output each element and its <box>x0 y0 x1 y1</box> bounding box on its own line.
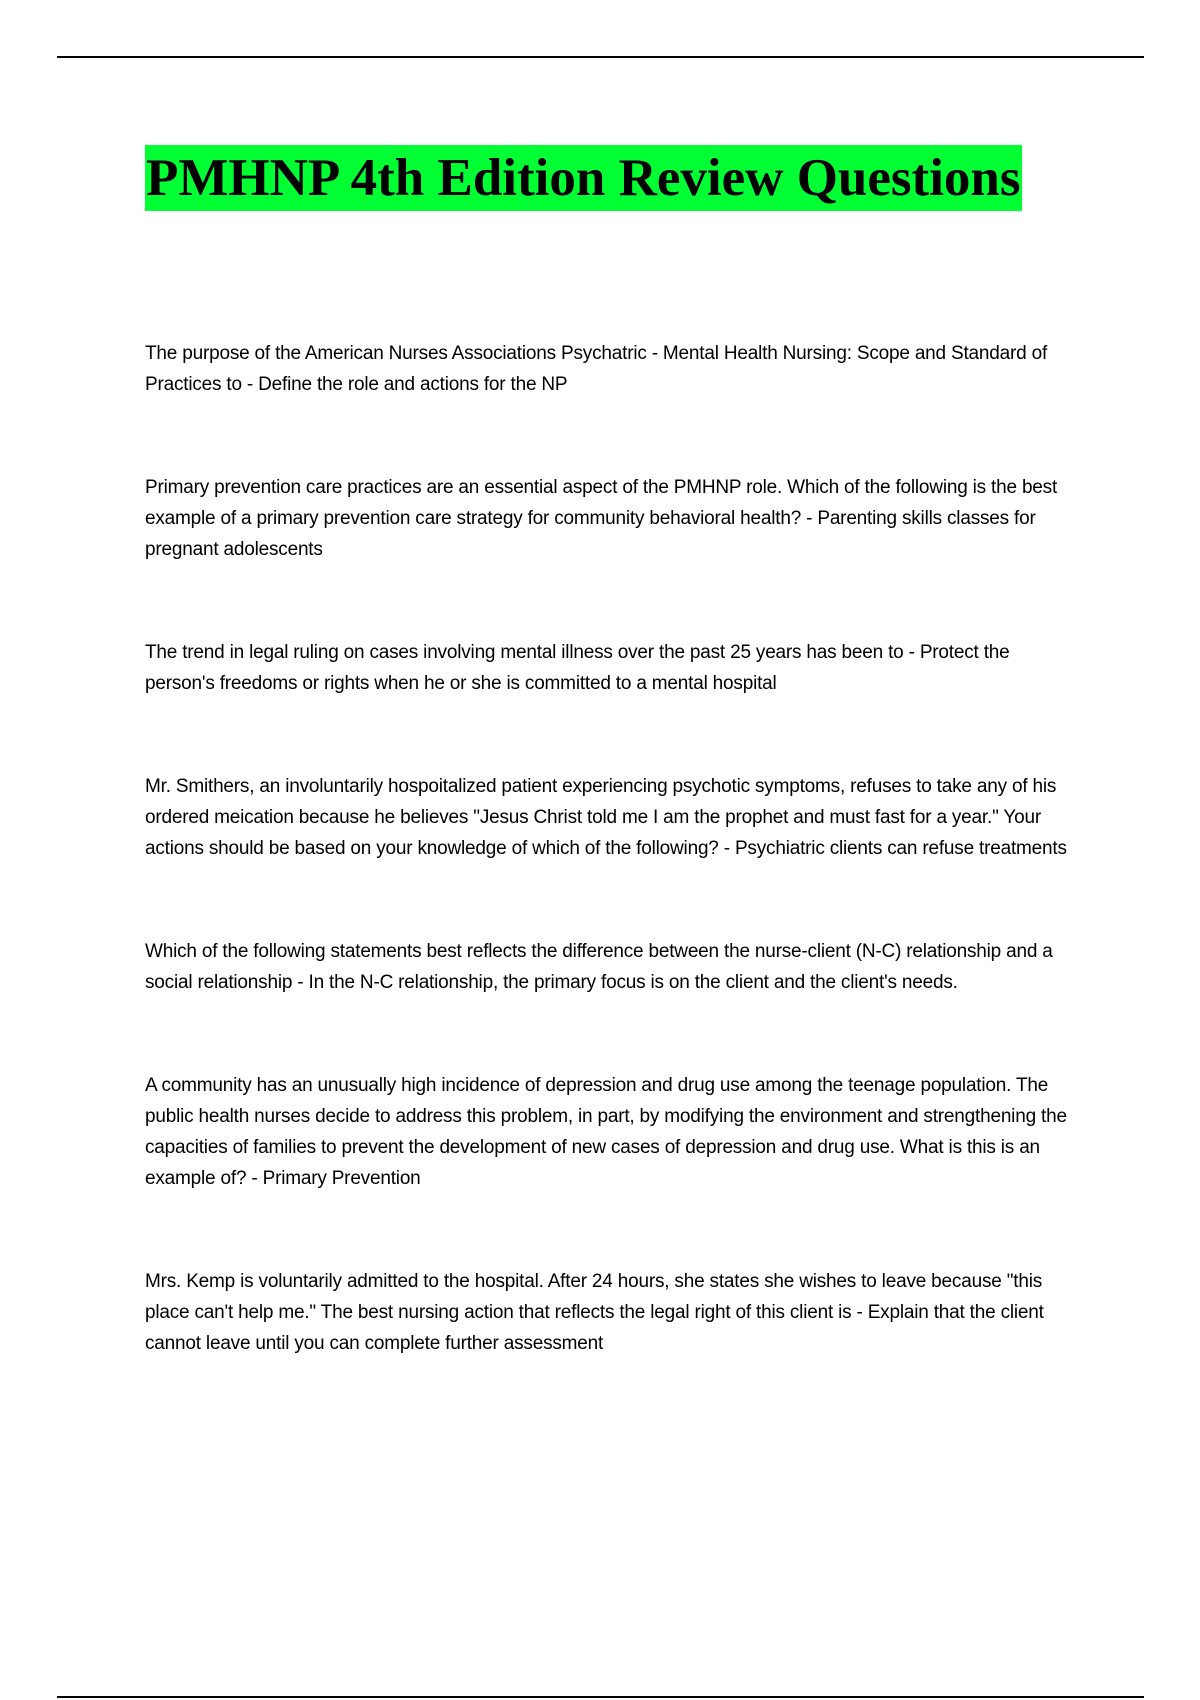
question-item-2: Primary prevention care practices are an essential aspect of the PMHNP role. Which of the following is the best example of a primary prevention care strategy for community behavioral health? - Parenting skills classes for pregnant adolescents <box>145 477 1058 560</box>
bottom-rule <box>57 1696 1144 1698</box>
question-item-1: The purpose of the American Nurses Associations Psychatric - Mental Health Nursing: Scope and Standard of Practices to - Define the role and actions for the NP <box>145 343 1048 395</box>
question-item-4: Mr. Smithers, an involuntarily hospoitalized patient experiencing psychotic symptoms, refuses to take any of his ordered meication because he believes "Jesus Christ told me I am the prophet and must fast for a year." Your actions should be based on your knowledge of which of the following? - Psychiatric clients can refuse treatments <box>145 776 1067 859</box>
question-item-6: A community has an unusually high incidence of depression and drug use among the teenage population. The public health nurses decide to address this problem, in part, by modifying the environment and strengthening the capacities of families to prevent the development of new cases of depression and drug use. What is this is an example of? - Primary Prevention <box>145 1075 1067 1189</box>
question-item-7: Mrs. Kemp is voluntarily admitted to the hospital. After 24 hours, she states she wishes to leave because "this place can't help me." The best nursing action that reflects the legal right of this client is - Explain that the client cannot leave until you can complete further assessment <box>145 1271 1044 1354</box>
question-list <box>145 338 1080 1359</box>
top-rule <box>57 56 1144 58</box>
page-title: PMHNP 4th Edition Review Questions <box>145 145 1022 211</box>
title-block <box>145 145 1078 211</box>
question-item-3: The trend in legal ruling on cases involving mental illness over the past 25 years has been to - Protect the person's freedoms or rights when he or she is committed to a mental hospital <box>145 642 1010 694</box>
question-item-5: Which of the following statements best reflects the difference between the nurse-client (N-C) relationship and a social relationship - In the N-C relationship, the primary focus is on the client and the client's needs. <box>145 941 1053 993</box>
